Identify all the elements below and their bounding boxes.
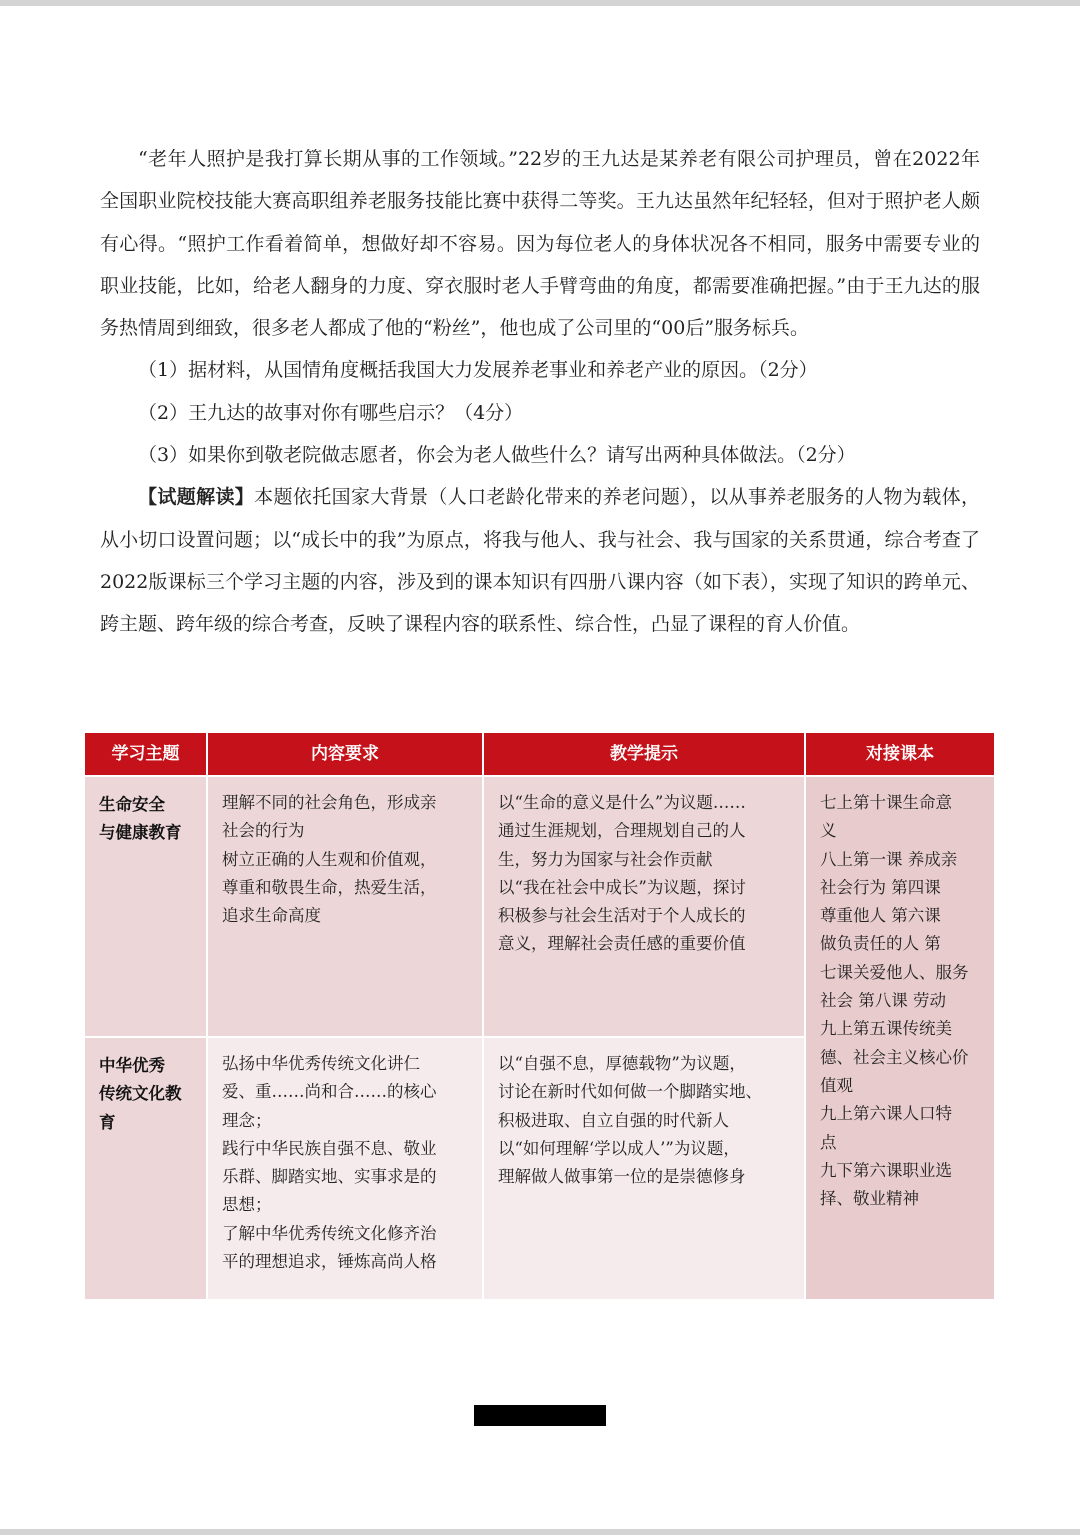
bottom-edge [0,1529,1080,1535]
content-line: 弘扬中华优秀传统文化讲仁 [222,1054,420,1073]
header-tips: 教学提示 [483,733,805,776]
book-line: 八上第一课 养成亲 [820,849,958,869]
content-line: 乐群、脚踏实地、实事求是的 [222,1167,437,1187]
top-edge [0,0,1080,6]
book-line: 社会行为 第四课 [820,877,941,897]
tips-line: 以“如何理解‘学以成人’”为议题， [498,1138,740,1158]
analysis-label: 【试题解读】 [138,486,255,509]
tips-line: 通过生涯规划，合理规划自己的人 [498,821,746,841]
book-line: 七上第十课生命意 [820,793,952,812]
curriculum-table [85,733,994,1299]
content-cell [207,1037,483,1299]
content-line: 理解不同的社会角色，形成亲 [222,793,437,812]
book-line: 点 [820,1132,837,1152]
tips-line: 以“自强不息，厚德载物”为议题， [498,1054,746,1073]
content-cell [207,776,483,1037]
book-line: 德、社会主义核心价 [820,1047,969,1067]
header-theme: 学习主题 [85,733,207,776]
tips-line: 生，努力为国家与社会作贡献 [498,849,713,869]
tips-line: 讨论在新时代如何做一个脚踏实地、 [498,1082,762,1102]
question-1: （1）据材料，从国情角度概括我国大力发展养老事业和养老产业的原因。（2分） [138,359,818,382]
book-line: 九上第六课人口特 [820,1104,952,1124]
theme-line: 与健康教育 [99,823,182,843]
tips-line: 以“我在社会中成长”为议题，探讨 [498,877,746,897]
theme-line: 传统文化教 [99,1084,182,1104]
book-line: 择、敬业精神 [820,1189,919,1209]
tips-cell [483,1037,805,1299]
redaction-bar [474,1405,606,1426]
tips-cell [483,776,805,1037]
content-line: 了解中华优秀传统文化修齐治 [222,1223,437,1243]
book-line: 做负责任的人 第 [820,934,941,954]
content-line: 社会的行为 [222,821,305,841]
theme-line: 生命安全 [99,795,165,814]
analysis-text: 本题依托国家大背景（人口老龄化带来的养老问题），以从事养老服务的人物为载体，从小切口设置问题；以“成长中的我”为原点，将我与他人、我与社会、我与国家的关系贯通，综合考查了2022版课标三个学习主题的内容，涉及到的课本知识有四册八课内容（如下表），实现了知识的跨单元、跨主题、跨年级的综合考查，反映了课程内容的联系性、综合性，凸显了课程的育人价值。 [100,486,980,636]
book-line: 值观 [820,1075,853,1095]
theme-line: 育 [99,1112,116,1132]
book-line: 九上第五课传统美 [820,1019,952,1039]
book-cell [805,776,994,1299]
theme-cell [85,1037,207,1299]
header-book: 对接课本 [805,733,994,776]
book-line: 九下第六课职业选 [820,1160,952,1180]
tips-line: 理解做人做事第一位的是崇德修身 [498,1167,746,1187]
material-paragraph: “老年人照护是我打算长期从事的工作领域。”22岁的王九达是某养老有限公司护理员，曾在2022年全国职业院校技能大赛高职组养老服务技能比赛中获得二等奖。王九达虽然年纪轻轻，但对于照护老人颇有心得。“照护工作看着简单，想做好却不容易。因为每位老人的身体状况各不相同，服务中需要专业的职业技能，比如，给老人翻身的力度、穿衣服时老人手臂弯曲的角度，都需要准确把握。”由于王九达的服务热情周到细致，很多老人都成了他的“粉丝”，他也成了公司里的“00后”服务标兵。 [100,148,980,340]
content-line: 追求生命高度 [222,906,321,926]
theme-cell [85,776,207,1037]
tips-line: 积极参与社会生活对于个人成长的 [498,906,746,926]
theme-line: 中华优秀 [99,1056,165,1075]
content-line: 理念； [222,1110,272,1130]
tips-line: 积极进取、自立自强的时代新人 [498,1110,729,1130]
analysis-paragraph [100,476,980,645]
tips-line: 以“生命的意义是什么”为议题…… [498,793,746,812]
book-line: 尊重他人 第六课 [820,906,941,926]
question-2: （2）王九达的故事对你有哪些启示？（4分） [138,401,524,424]
content-line: 践行中华民族自强不息、敬业 [222,1138,437,1158]
header-content: 内容要求 [207,733,483,776]
tips-line: 意义，理解社会责任感的重要价值 [498,934,746,954]
table-row [85,776,994,1037]
content-line: 思想； [222,1195,272,1215]
book-line: 社会 第八课 劳动 [820,991,946,1011]
question-3: （3）如果你到敬老院做志愿者，你会为老人做些什么？请写出两种具体做法。（2分） [138,444,856,467]
content-line: 树立正确的人生观和价值观， [222,849,437,869]
content-line: 爱、重……尚和合……的核心 [222,1082,437,1102]
table-header-row [85,733,994,776]
book-line: 义 [820,821,837,841]
book-line: 七课关爱他人、服务 [820,962,969,982]
content-line: 平的理想追求，锤炼高尚人格 [222,1252,437,1272]
content-line: 尊重和敬畏生命，热爱生活， [222,877,437,897]
document-body [100,138,980,646]
